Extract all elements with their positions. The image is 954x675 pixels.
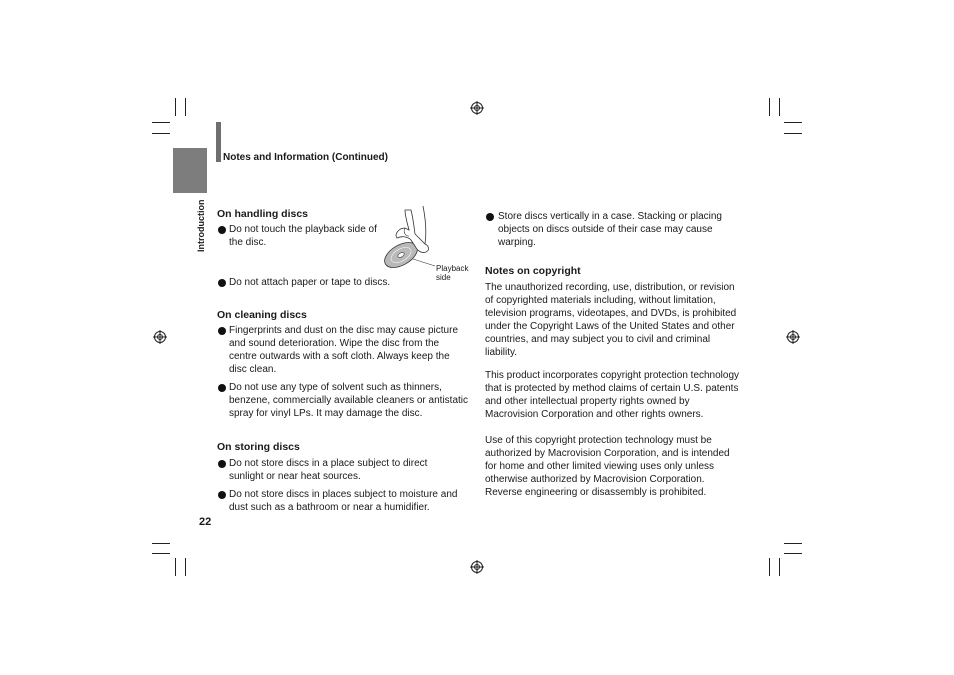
bullet-icon xyxy=(218,460,226,468)
copyright-paragraph-1: The unauthorized recording, use, distribution, or revision of copyrighted materials including, without limitation, television programs, videotapes, and DVDs, is prohibited under the Copyright Laws of the United States and other countries, and may subject you to civil and criminal liability. xyxy=(485,282,737,358)
heading-cleaning: On cleaning discs xyxy=(217,309,307,321)
header-bar xyxy=(216,122,221,162)
bullet-icon xyxy=(218,327,226,335)
handling-bullet-1: Do not touch the playback side of the disc. xyxy=(229,224,377,248)
registration-mark-icon xyxy=(786,330,800,344)
handling-bullet-2: Do not attach paper or tape to discs. xyxy=(229,277,391,288)
bullet-icon xyxy=(218,491,226,499)
copyright-paragraph-3: Use of this copyright protection technology must be authorized by Macrovision Corporation, and is intended for home and other limited viewing uses only unless otherwise authorized by Macrovision Corporation. Reverse engineering or disassembly is prohibited. xyxy=(485,435,730,498)
hand-holding-disc-illustration xyxy=(381,206,441,276)
side-tab-label: Introduction xyxy=(196,199,206,252)
storing-bullet-2: Do not store discs in places subject to moisture and dust such as a bathroom or near a humidifier. xyxy=(229,489,458,513)
bullet-icon xyxy=(218,279,226,287)
registration-mark-icon xyxy=(470,101,484,115)
bullet-icon xyxy=(218,226,226,234)
bullet-icon xyxy=(486,213,494,221)
playback-side-label-line1: Playback xyxy=(436,264,469,273)
storing-bullet-3: Store discs vertically in a case. Stacking or placing objects on discs outside of their case may cause warping. xyxy=(498,211,722,248)
bullet-icon xyxy=(218,384,226,392)
cleaning-bullet-1: Fingerprints and dust on the disc may cause picture and sound deterioration. Wipe the disc from the centre outwards with a soft cloth. Always keep the disc clean. xyxy=(229,325,459,375)
heading-copyright: Notes on copyright xyxy=(485,265,581,277)
heading-handling: On handling discs xyxy=(217,208,309,220)
copyright-paragraph-2: This product incorporates copyright protection technology that is protected by method claims of certain U.S. patents and other intellectual property rights owned by Macrovision Corporation and other rights owners. xyxy=(485,370,740,420)
page-number: 22 xyxy=(199,516,212,528)
playback-side-label-line2: side xyxy=(436,273,451,282)
storing-bullet-1: Do not store discs in a place subject to direct sunlight or near heat sources. xyxy=(229,458,428,482)
cleaning-bullet-2: Do not use any type of solvent such as thinners, benzene, commercially available cleaners or antistatic spray for vinyl LPs. It may damage the disc. xyxy=(229,382,469,419)
heading-storing: On storing discs xyxy=(217,441,300,453)
side-tab xyxy=(173,148,207,193)
registration-mark-icon xyxy=(153,330,167,344)
page-header: Notes and Information (Continued) xyxy=(223,152,388,163)
registration-mark-icon xyxy=(470,560,484,574)
